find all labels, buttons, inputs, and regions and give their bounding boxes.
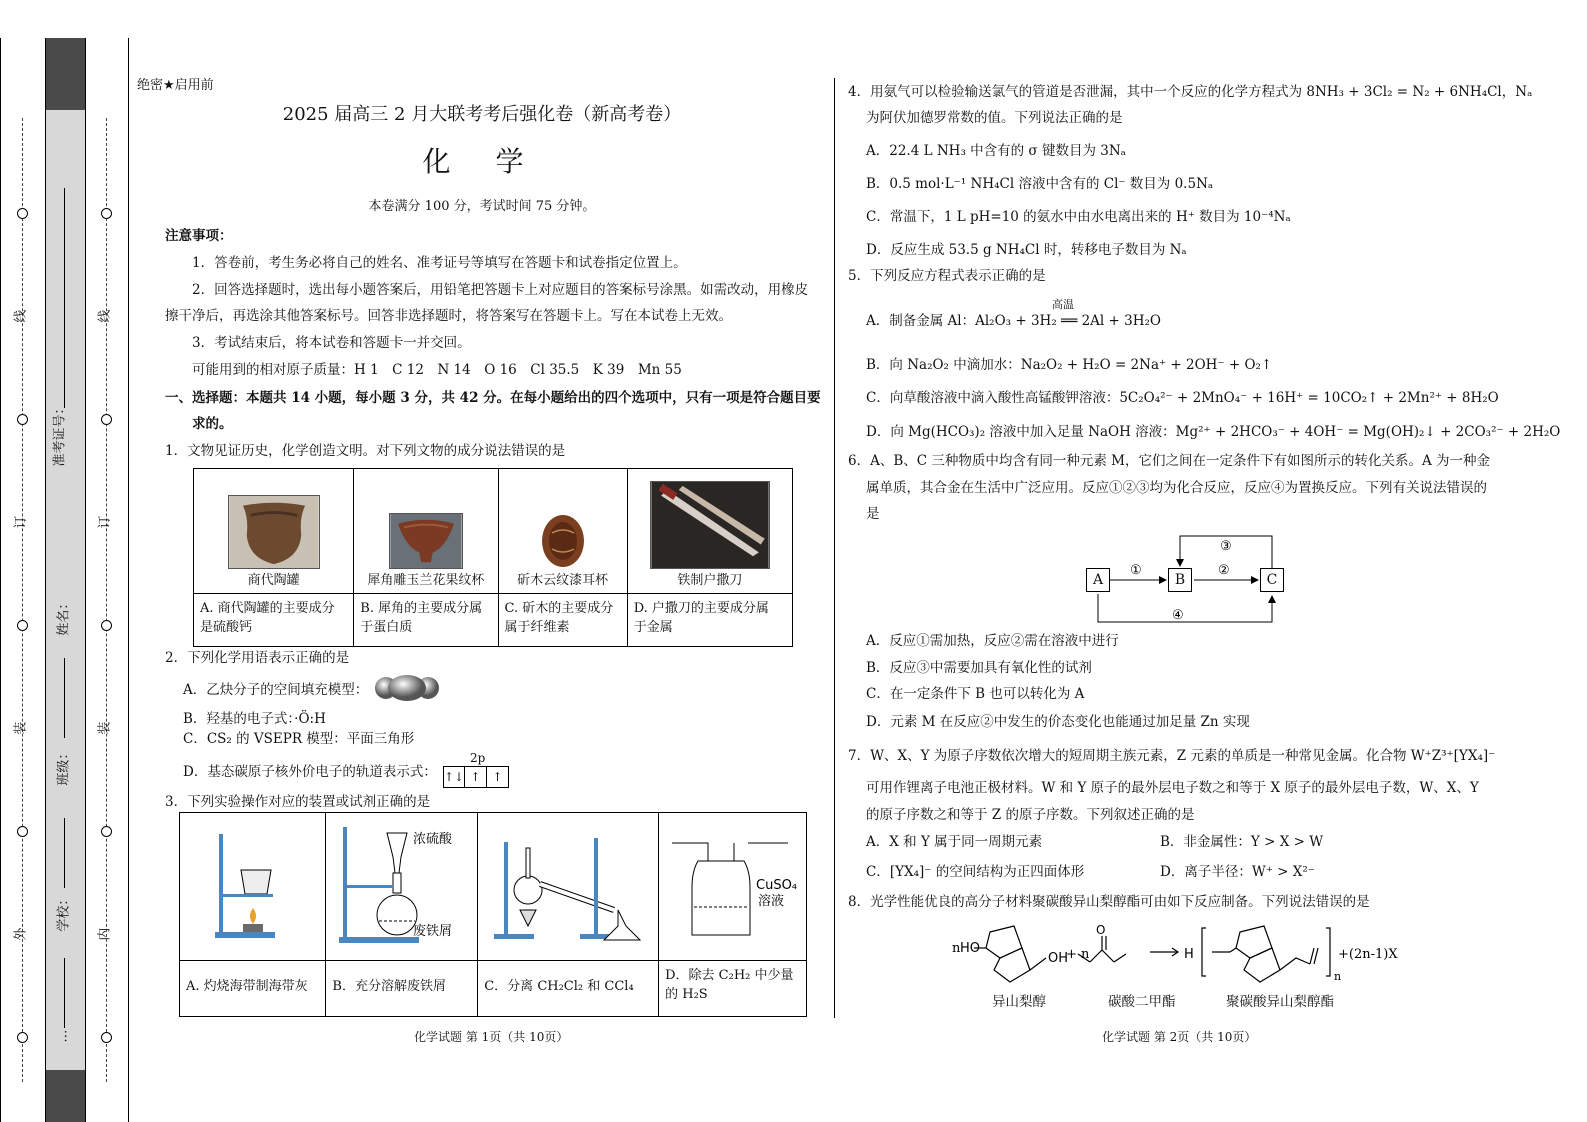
- q6-stem-1: 6．A、B、C 三种物质中均含有同一种元素 M，它们之间在一定条件下有如图所示的转化关系。A 为一种金: [848, 453, 1491, 469]
- note-3: 3．考试结束后，将本试卷和答题卡一并交回。: [192, 335, 471, 351]
- binding-dots: …: [55, 1029, 71, 1043]
- atomic-masses: 可能用到的相对原子质量：H 1 C 12 N 14 O 16 Cl 35.5 K 39 Mn 55: [192, 362, 682, 378]
- artifact-lacquer-cup: [499, 469, 627, 593]
- q2-option-a: A．乙炔分子的空间填充模型：: [183, 682, 369, 698]
- orbital-label: 2p: [470, 751, 486, 765]
- outer-label-wai: 外: [13, 927, 29, 941]
- inner-label-xian: 线: [97, 309, 113, 323]
- field-exam-id-line: [64, 188, 65, 408]
- punch-circle: [101, 414, 112, 425]
- binding-border-outer: [0, 38, 1, 1122]
- q4-stem-2: 为阿伏加德罗常数的值。下列说法正确的是: [866, 110, 1123, 126]
- q7-stem-3: 的原子序数之和等于 Z 的原子序数。下列叙述正确的是: [866, 807, 1195, 823]
- acid-label: 浓硫酸: [412, 832, 452, 847]
- apparatus-d: [659, 813, 806, 959]
- q2-option-b: [183, 711, 326, 728]
- orbital-box: ↑: [487, 766, 509, 788]
- svg-text:n: n: [1334, 970, 1342, 983]
- page-divider: [834, 78, 835, 1018]
- subject-title: 化 学: [422, 145, 542, 178]
- outer-label-xian: 线: [13, 309, 29, 323]
- binding-gray-band: [45, 38, 85, 1122]
- artifact-knife-caption: 铁制户撒刀: [677, 572, 743, 588]
- q1-option-d-l1: D. 户撒刀的主要成分属: [633, 601, 769, 616]
- q8-name-1: 异山梨醇: [992, 994, 1046, 1010]
- q6-stem-2: 属单质，其合金在生活中广泛应用。反应①②③均为化合反应，反应④为置换反应。下列有关说法错误的: [866, 480, 1487, 496]
- distillation-image: [484, 828, 652, 944]
- punch-circle: [17, 1032, 28, 1043]
- note-1: 1．答卷前，考生务必将自己的姓名、准考证号等填写在答题卡和试卷指定位置上。: [192, 255, 687, 271]
- q8-stem: 8．光学性能优良的高分子材料聚碳酸异山梨醇酯可由如下反应制备。下列说法错误的是: [848, 894, 1370, 910]
- q8-plus-n: + n: [1066, 947, 1090, 962]
- q1-option-b-l1: B. 犀角的主要成分属: [360, 601, 483, 616]
- section-heading: 一、选择题：本题共 14 小题，每小题 3 分，共 42 分。在每小题给出的四个选项中，只有一项是符合题目要: [165, 390, 821, 406]
- gas-wash-bottle-image: [668, 831, 798, 941]
- pottery-jar-image: [228, 495, 320, 569]
- acetylene-model-icon: [372, 674, 442, 702]
- note-2-cont: 擦干净后，再选涂其他答案标号。回答非选择题时，将答案写在答题卡上。写在本试卷上无效。: [165, 308, 732, 324]
- q5-stem: 5．下列反应方程式表示正确的是: [848, 268, 1046, 284]
- binding-strip: [0, 38, 130, 1122]
- punch-circle: [101, 826, 112, 837]
- q6-option-c: C．在一定条件下 B 也可以转化为 A: [866, 686, 1085, 702]
- apparatus-c: [478, 813, 658, 959]
- cuso4-label: CuSO₄: [755, 878, 797, 893]
- punch-circle: [101, 1032, 112, 1043]
- punch-circle: [17, 620, 28, 631]
- q1-option-c-l2: 属于纤维素: [504, 619, 570, 635]
- section-heading-cont: 求的。: [192, 416, 233, 432]
- q4-option-d: D．反应生成 53.5 g NH₄Cl 时，转移电子数目为 Nₐ: [866, 242, 1187, 258]
- q1-option-a-l2: 是硫酸钙: [200, 619, 253, 635]
- q5-option-b: B．向 Na₂O₂ 中滴加水：Na₂O₂ + H₂O = 2Na⁺ + 2OH⁻ + O₂↑: [866, 357, 1273, 373]
- q3-option-c: C．分离 CH₂Cl₂ 和 CCl₄: [484, 979, 634, 994]
- q3-table: [179, 812, 807, 1017]
- q8-byproduct: +(2n-1)X: [1338, 947, 1398, 962]
- field-exam-id: 准考证号：: [52, 401, 68, 467]
- node-b: B: [1168, 568, 1192, 592]
- q5-a-condition: 高温: [1052, 298, 1074, 311]
- field-name: 姓名：: [56, 596, 72, 636]
- q7-option-a: A．X 和 Y 属于同一周期元素: [866, 834, 1043, 850]
- inner-label-ding: 订: [97, 515, 113, 529]
- notes-heading: 注意事项：: [165, 228, 233, 244]
- q4-option-c: C．常温下，1 L pH=10 的氨水中由水电离出来的 H⁺ 数目为 10⁻⁴Nₐ: [866, 209, 1291, 225]
- binding-border-a: [45, 38, 46, 1122]
- q2-stem: 2．下列化学用语表示正确的是: [165, 650, 350, 666]
- punch-circle: [17, 826, 28, 837]
- node-a: A: [1086, 568, 1110, 592]
- confidential-mark: 绝密★启用前: [137, 78, 214, 93]
- svg-text:O: O: [1096, 923, 1106, 937]
- punch-circle: [17, 208, 28, 219]
- q8-name-3: 聚碳酸异山梨醇酯: [1226, 994, 1334, 1010]
- q8-name-2: 碳酸二甲酯: [1108, 994, 1176, 1010]
- inner-label-zhuang: 装: [97, 721, 113, 735]
- q7-option-c: C．[YX₄]⁻ 的空间结构为正四面体形: [866, 864, 1085, 880]
- lacquer-cup-image: [540, 513, 586, 569]
- field-school: 学校：: [56, 892, 72, 932]
- artifact-rhino-cup-caption: 犀角雕玉兰花果纹杯: [367, 572, 485, 588]
- q7-option-b: B．非金属性：Y > X > W: [1160, 834, 1324, 850]
- q7-stem-2: 可用作锂离子电池正极材料。W 和 Y 原子的最外层电子数之和等于 X 原子的最外层电子数，W、X、Y: [866, 780, 1479, 796]
- binding-border-inner: [128, 38, 129, 1122]
- q4-stem-1: 4．用氨气可以检验输送氯气的管道是否泄漏，其中一个反应的化学方程式为 8NH₃ + 3Cl₂ = N₂ + 6NH₄Cl，Nₐ: [848, 84, 1533, 100]
- inner-label-nei: 内: [97, 927, 113, 941]
- apparatus-a: [180, 813, 325, 959]
- orbital-diagram: [443, 766, 509, 788]
- artifact-pottery: [194, 469, 353, 593]
- q5-option-a: A．制备金属 Al：Al₂O₃ + 3H₂ ══ 2Al + 3H₂O: [866, 313, 1161, 329]
- scrap-label: 废铁屑: [412, 924, 452, 939]
- svg-text:HO: HO: [960, 941, 981, 956]
- arrow-label-4: ④: [1172, 608, 1184, 623]
- q5-option-d: D．向 Mg(HCO₃)₂ 溶液中加入足量 NaOH 溶液：Mg²⁺ + 2HCO₃⁻ + 4OH⁻ = Mg(OH)₂↓ + 2CO₃²⁻ + 2H₂O: [866, 424, 1561, 440]
- q2-option-b-formula: ·Ö:H: [294, 711, 326, 727]
- q8-coef-n: n: [952, 941, 961, 956]
- q2-option-b-text: B．羟基的电子式：: [183, 711, 295, 727]
- field-school-line: [64, 958, 65, 1028]
- rhino-cup-image: [389, 513, 463, 569]
- score-line: 本卷满分 100 分，考试时间 75 分钟。: [368, 199, 596, 214]
- q5-option-c: C．向草酸溶液中滴入酸性高锰酸钾溶液：5C₂O₄²⁻ + 2MnO₄⁻ + 16H⁺ = 10CO₂↑ + 2Mn²⁺ + 8H₂O: [866, 390, 1499, 406]
- q1-option-a-l1: A. 商代陶罐的主要成分: [200, 601, 335, 616]
- field-class-line: [64, 818, 65, 888]
- arrow-label-1: ①: [1130, 563, 1142, 578]
- q7-option-d: D．离子半径：W⁺ > X²⁻: [1160, 864, 1315, 880]
- arrow-label-2: ②: [1218, 563, 1230, 578]
- q3-option-b: B．充分溶解废铁屑: [332, 979, 446, 994]
- q2-option-c: C．CS₂ 的 VSEPR 模型：平面三角形: [183, 731, 415, 747]
- punch-circle: [101, 208, 112, 219]
- q3-stem: 3．下列实验操作对应的装置或试剂正确的是: [165, 794, 431, 810]
- svg-text:OH: OH: [1048, 951, 1069, 966]
- outer-label-zhuang: 装: [13, 721, 29, 735]
- arrow-label-3: ③: [1220, 539, 1232, 554]
- footer-page-2: 化学试题 第 2页（共 10页）: [1102, 1030, 1257, 1044]
- note-2: 2．回答选择题时，选出每小题答案后，用铅笔把答题卡上对应题目的答案标号涂黑。如需改动，用橡皮: [192, 282, 809, 298]
- knife-image: [650, 481, 770, 569]
- flask-funnel-image: [337, 823, 467, 949]
- q3-option-d-l2: 的 H₂S: [665, 986, 708, 1002]
- artifact-knife: [628, 469, 792, 593]
- q3-option-d-l1: D．除去 C₂H₂ 中少量: [665, 968, 794, 983]
- q6-option-a: A．反应①需加热，反应②需在溶液中进行: [866, 633, 1119, 649]
- node-c: C: [1260, 568, 1284, 592]
- artifact-lacquer-cup-caption: 斫木云纹漆耳杯: [517, 572, 609, 588]
- footer-page-1: 化学试题 第 1页（共 10页）: [414, 1030, 569, 1044]
- binding-dark-bottom: [45, 1070, 85, 1122]
- field-name-line: [64, 658, 65, 738]
- q8-reaction-scheme: [950, 918, 1430, 994]
- punch-circle: [101, 620, 112, 631]
- q1-option-b-l2: 于蛋白质: [360, 619, 413, 635]
- orbital-box: ↑: [465, 766, 487, 788]
- binding-border-b: [85, 38, 86, 1122]
- q6-option-b: B．反应③中需要加具有氧化性的试剂: [866, 660, 1092, 676]
- q4-option-b: B．0.5 mol·L⁻¹ NH₄Cl 溶液中含有的 Cl⁻ 数目为 0.5Nₐ: [866, 176, 1214, 192]
- apparatus-b: [326, 813, 477, 959]
- crucible-stand-image: [213, 830, 293, 942]
- orbital-box: ↑↓: [443, 766, 465, 788]
- artifact-pottery-caption: 商代陶罐: [247, 572, 300, 588]
- artifact-rhino-cup: [354, 469, 497, 593]
- punch-circle: [17, 414, 28, 425]
- q6-stem-3: 是: [866, 506, 880, 522]
- binding-dark-top: [45, 38, 85, 110]
- q1-stem: 1．文物见证历史，化学创造文明。对下列文物的成分说法错误的是: [165, 443, 566, 459]
- q4-option-a: A．22.4 L NH₃ 中含有的 σ 键数目为 3Nₐ: [866, 143, 1126, 159]
- q6-option-d: D．元素 M 在反应②中发生的价态变化也能通过加足量 Zn 实现: [866, 714, 1250, 730]
- outer-label-ding: 订: [13, 515, 29, 529]
- q1-table: [193, 468, 793, 647]
- q7-stem-1: 7．W、X、Y 为原子序数依次增大的短周期主族元素，Z 元素的单质是一种常见金属。化合物 W⁺Z³⁺[YX₄]⁻: [848, 748, 1496, 764]
- exam-title: 2025 届高三 2 月大联考考后强化卷（新高考卷）: [282, 104, 682, 125]
- q1-option-c-l1: C. 斫木的主要成分: [504, 601, 614, 616]
- q1-option-d-l2: 于金属: [633, 619, 673, 635]
- field-class: 班级：: [56, 746, 72, 786]
- q3-option-a: A. 灼烧海带制海带灰: [186, 979, 308, 994]
- svg-text:H: H: [1184, 947, 1194, 962]
- solution-label: 溶液: [757, 894, 784, 909]
- q2-option-d: D．基态碳原子核外价电子的轨道表示式：: [183, 764, 437, 780]
